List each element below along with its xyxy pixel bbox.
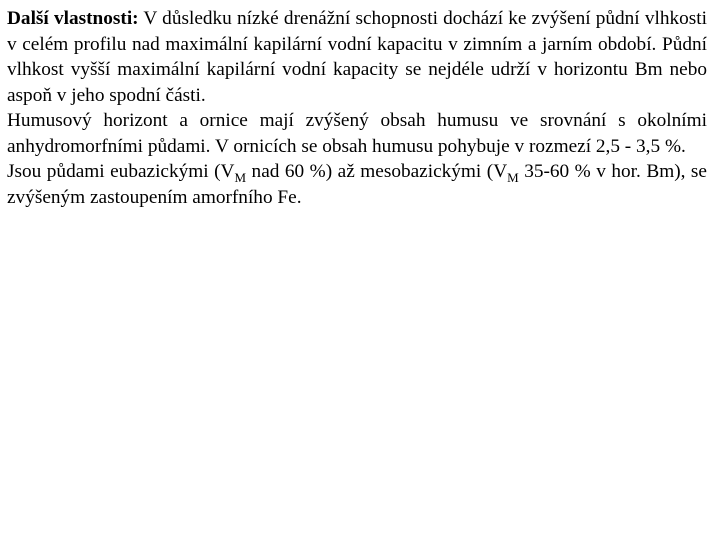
paragraph-text-part: Jsou půdami eubazickými (V — [7, 161, 235, 182]
paragraph-text: V důsledku nízké drenážní schopnosti dochází ke zvýšení půdní vlhkosti v celém profilu nad maximální kapilární vodní kapacitu v zimním a jarním období. Půdní vlhkost vyšší maximální kapilární vodní kapacity se nejdéle udrží v horizontu Bm nebo aspoň v jeho spodní části. — [7, 8, 707, 106]
subscript: M — [234, 170, 247, 185]
paragraph-text-part: 35-60 % v hor. Bm), se zvýšeným zastoupením amorfního Fe. — [7, 161, 707, 208]
paragraph-base-saturation — [7, 159, 707, 210]
paragraph-humus — [7, 108, 707, 159]
document-body — [7, 6, 707, 210]
paragraph-text-part: nad 60 %) až mesobazickými (V — [246, 161, 508, 182]
paragraph-other-properties — [7, 6, 707, 108]
paragraph-heading: Další vlastnosti: — [7, 8, 139, 29]
subscript: M — [507, 170, 519, 185]
paragraph-text: Humusový horizont a ornice mají zvýšený obsah humusu ve srovnání s okolními anhydromorfními půdami. V ornicích se obsah humusu pohybuje v rozmezí 2,5 - 3,5 %. — [7, 110, 707, 157]
